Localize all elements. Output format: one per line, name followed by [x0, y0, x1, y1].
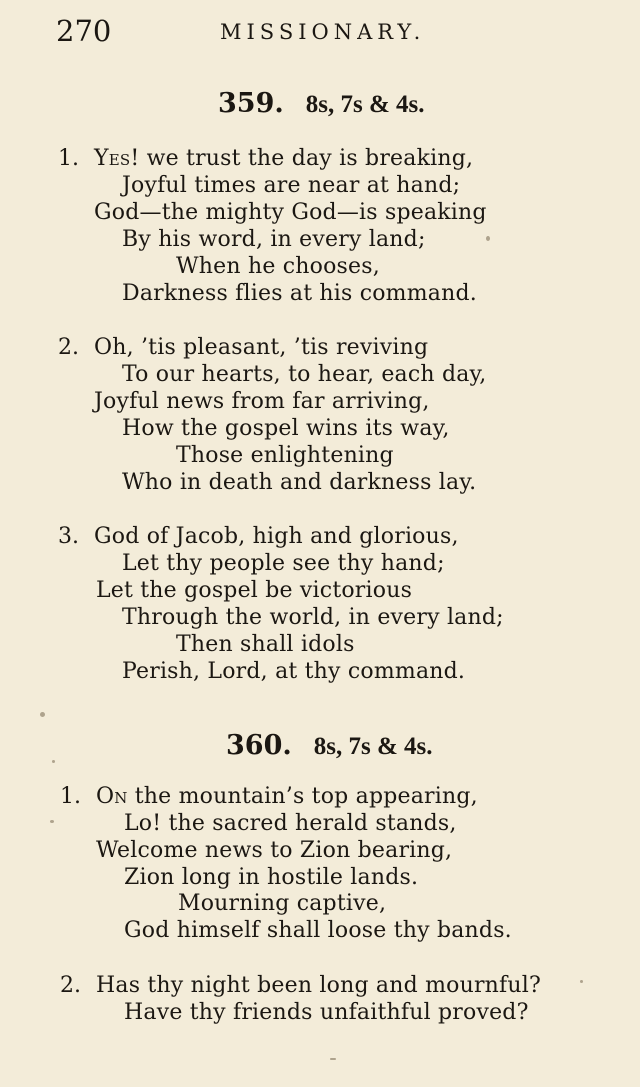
paper-speck [330, 1058, 336, 1060]
hymn-line: Mourning captive, [178, 891, 387, 916]
hymn-line: Darkness flies at his command. [122, 281, 477, 306]
hymn-line: Zion long in hostile lands. [124, 865, 419, 890]
paper-speck [40, 712, 45, 717]
hymn-line: Has thy night been long and mournful? [96, 973, 541, 998]
verse-number: 2. [60, 973, 81, 998]
hymn-line: Yes! we trust the day is breaking, [94, 146, 474, 171]
hymn-line: Those enlightening [176, 443, 394, 468]
hymn-line: How the gospel wins its way, [122, 416, 450, 441]
hymn-number: 360. [226, 730, 292, 761]
hymn-line: Lo! the sacred herald stands, [124, 811, 457, 836]
page-number: 270 [56, 14, 112, 48]
hymn-line: Joyful news from far arriving, [94, 389, 430, 414]
hymn-line: Let thy people see thy hand; [122, 551, 445, 576]
hymn-line: When he chooses, [176, 254, 380, 279]
hymn-line: Who in death and darkness lay. [122, 470, 477, 495]
running-title: MISSIONARY. [220, 20, 426, 44]
hymn-line: God of Jacob, high and glorious, [94, 524, 459, 549]
verse-number: 1. [58, 146, 79, 171]
hymn-meter: 8s, 7s & 4s. [313, 733, 433, 760]
hymn-line: Let the gospel be victorious [96, 578, 413, 603]
hymn-line: Welcome news to Zion bearing, [96, 838, 453, 863]
paper-speck [50, 820, 54, 823]
hymn-meter: 8s, 7s & 4s. [305, 91, 425, 118]
hymn-line: God himself shall loose thy bands. [124, 918, 512, 943]
hymn-line: To our hearts, to hear, each day, [122, 362, 487, 387]
hymn-line: Joyful times are near at hand; [122, 173, 461, 198]
hymn-line: Oh, ’tis pleasant, ’tis reviving [94, 335, 429, 360]
verse-number: 1. [60, 784, 81, 809]
hymn-line: By his word, in every land; [122, 227, 426, 252]
hymn-line: Perish, Lord, at thy command. [122, 659, 466, 684]
hymn-line: On the mountain’s top appearing, [96, 784, 478, 809]
paper-speck [486, 236, 490, 241]
verse-number: 3. [58, 524, 79, 549]
paper-speck [580, 980, 583, 983]
hymn-number: 359. [218, 88, 284, 119]
hymn-line: God—the mighty God—is speaking [94, 200, 487, 225]
paper-speck [52, 760, 55, 763]
hymn-heading [218, 88, 425, 119]
hymn-line: Through the world, in every land; [122, 605, 504, 630]
hymn-line: Have thy friends unfaithful proved? [124, 1000, 529, 1025]
verse-number: 2. [58, 335, 79, 360]
hymn-line: Then shall idols [176, 632, 355, 657]
hymn-heading [226, 730, 433, 761]
